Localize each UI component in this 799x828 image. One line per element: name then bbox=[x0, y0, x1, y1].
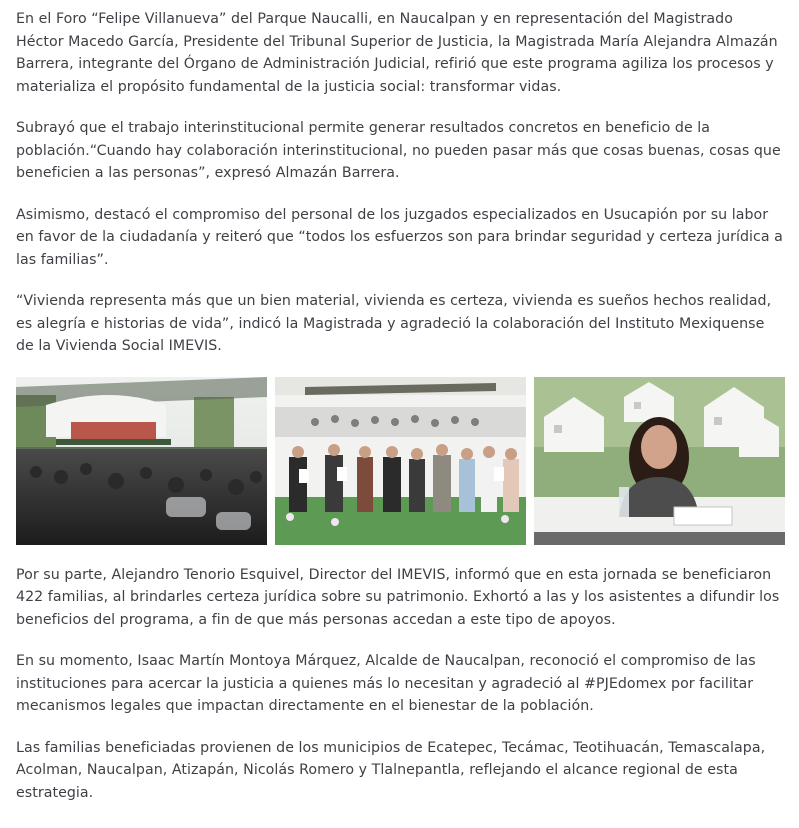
paragraph-3: Asimismo, destacó el compromiso del personal de los juzgados especializados en Usucapión por su labor en favor de la ciudadanía y reiteró que “todos los esfuerzos son para brindar seguridad y certeza jurídica a las familias”. bbox=[16, 206, 783, 268]
paragraph-6: En su momento, Isaac Martín Montoya Márquez, Alcalde de Naucalpan, reconoció el compromiso de las instituciones para acercar la justicia a quienes más lo necesitan y agradeció al #PJEdomex por facilitar mecanismos legales que impactan directamente en el bienestar de la población. bbox=[16, 653, 756, 714]
paragraph-4: “Vivienda representa más que un bien material, vivienda es certeza, vivienda es sueños hechos realidad, es alegría e historias de vida”, indicó la Magistrada y agradeció la colaboración del Instituto Mexiquense de la Vivienda Social IMEVIS. bbox=[16, 293, 772, 354]
speaker-photo[interactable] bbox=[534, 377, 785, 545]
group-photo[interactable] bbox=[275, 377, 526, 545]
audience-photo[interactable] bbox=[16, 377, 267, 545]
speaker-photo-image bbox=[534, 377, 785, 545]
group-photo-image bbox=[275, 377, 526, 545]
paragraph-7: Las familias beneficiadas provienen de los municipios de Ecatepec, Tecámac, Teotihuacán, Temascalapa, Acolman, Naucalpan, Atizapán, Nicolás Romero y Tlalnepantla, reflejando el alcance regional de esta estrategia. bbox=[16, 739, 766, 801]
paragraph-2: Subrayó que el trabajo interinstitucional permite generar resultados concretos en beneficio de la población.“Cuando hay colaboración interinstitucional, no pueden pasar más que cosas buenas, cosas que beneficien a las personas”, expresó Almazán Barrera. bbox=[16, 120, 781, 181]
paragraph-1: En el Foro “Felipe Villanueva” del Parque Naucalli, en Naucalpan y en representación del Magistrado Héctor Macedo García, Presidente del Tribunal Superior de Justicia, la Magistrada María Alejandra Almazán Barrera, integrante del Órgano de Administración Judicial, refirió que este programa agiliza los procesos y materializa el propósito fundamental de la justicia social: transformar vidas. bbox=[16, 11, 778, 95]
photo-gallery bbox=[16, 377, 783, 545]
audience-photo-image bbox=[16, 377, 267, 545]
paragraph-5: Por su parte, Alejandro Tenorio Esquivel, Director del IMEVIS, informó que en esta jornada se beneficiaron 422 familias, al brindarles certeza jurídica sobre su patrimonio. Exhortó a las y los asistentes a difundir los beneficios del programa, a fin de que más personas accedan a este tipo de apoyos. bbox=[16, 566, 780, 628]
